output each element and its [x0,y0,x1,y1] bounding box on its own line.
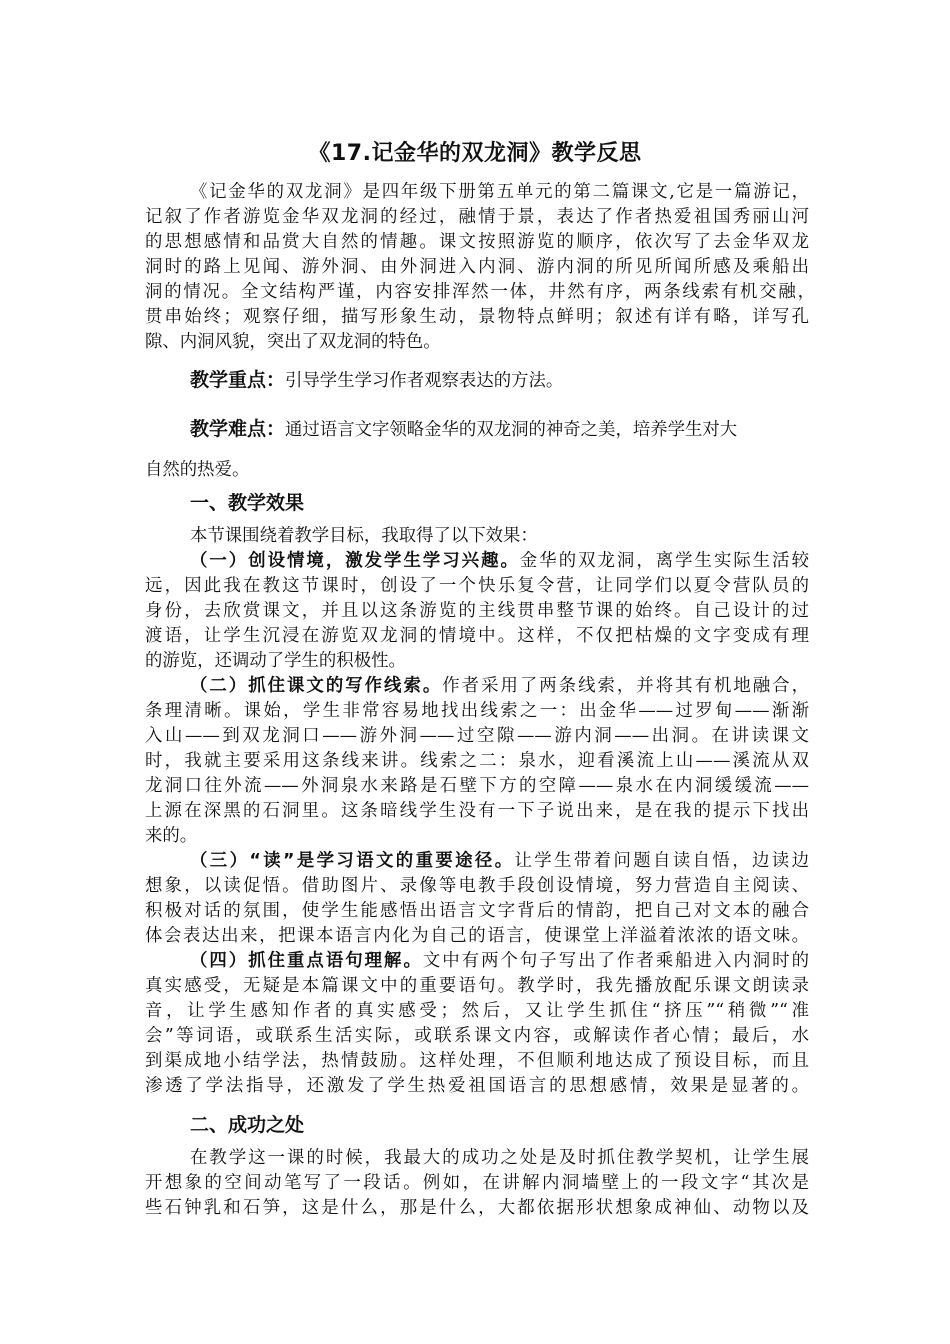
paragraph-line: 体会表达出来，把课本语言内化为自己的语言，使课堂上洋溢着浓浓的语文味。 [145,926,809,946]
paragraph-line: 些石钟乳和石笋，这是什么，那是什么，大都依据形状想象成神仙、动物以及 [145,1198,809,1218]
paragraph-line: 龙洞口往外流——外洞泉水来路是石壁下方的空障——泉水在内洞缓缓流—— [145,776,809,796]
difficulty-text: 通过语言文字领略金华的双龙洞的神奇之美，培养学生对大 [285,420,738,440]
paragraph-line: 在教学这一课的时候，我最大的成功之处是及时抓住教学契机，让学生展 [190,1148,809,1168]
paragraph-line: 时，我就主要采用这条线来讲。线索之二：泉水，迎看溪流上山——溪流从双 [145,751,809,771]
paragraph-line: 入山——到双龙洞口——游外洞——过空隙——游内洞——出洞。在讲读课文 [145,726,809,746]
difficulty [190,414,737,441]
key-point-text: 引导学生学习作者观察表达的方法。 [285,371,564,391]
subheading: （三）“读”是学习语文的重要途径。 [190,851,515,871]
subheading: （四）抓住重点语句理解。 [190,951,423,971]
paragraph-text: 让学生带着问题自读自悟，边读边 [514,851,809,871]
paragraph-line: 的游览，还调动了学生的积极性。 [145,651,406,671]
paragraph-line: 渡语，让学生沉浸在游览双龙洞的情境中。这样，不仅把枯燥的文字变成有理 [145,626,809,646]
page-title: 《17.记金华的双龙洞》教学反思 [308,141,642,166]
paragraph-line [190,849,809,874]
paragraph-text: 金华的双龙洞，离学生实际生活较 [519,551,809,571]
paragraph-line [190,674,809,699]
intro-line: 洞时的路上见闻、游外洞、由外洞进入内洞、游内洞的所见所闻所感及乘船出 [145,257,809,277]
section-heading: 一、教学效果 [190,492,305,514]
key-point-label: 教学重点： [190,369,286,391]
intro-line: 的思想感情和品赏大自然的情趣。课文按照游览的顺序，依次写了去金华双龙 [145,232,809,252]
paragraph-line: 开想象的空间动笔写了一段话。例如，在讲解内洞墙壁上的一段文字“其次是 [145,1173,809,1193]
paragraph-line: 积极对话的氛围，使学生能感悟出语言文字背后的情韵，把自己对文本的融合 [145,901,809,921]
paragraph-line: 到渠成地小结学法，热情鼓励。这样处理，不但顺利地达成了预设目标，而且 [145,1051,809,1071]
difficulty-text-cont: 自然的热爱。 [145,460,250,480]
intro-line: 隙、内洞风貌，突出了双龙洞的特色。 [145,332,441,352]
paragraph-line: 会”等词语，或联系生活实际，或联系课文内容，或解读作者心情；最后，水 [145,1026,809,1046]
section-intro: 本节课围绕着教学目标，我取得了以下效果： [190,526,538,546]
intro-line: 《记金华的双龙洞》是四年级下册第五单元的第二篇课文,它是一篇游记， [190,182,809,202]
paragraph-line [190,549,809,574]
paragraph-line: 条理清晰。课始，学生非常容易地找出线索之一：出金华——过罗甸——渐渐 [145,701,809,721]
paragraph-line: 想象，以读促悟。借助图片、录像等电教手段创设情境，努力营造自主阅读、 [145,876,809,896]
paragraph-text: 作者采用了两条线索，并将其有机地融合， [442,676,809,696]
intro-line: 洞的情况。全文结构严谨，内容安排浑然一体，井然有序，两条线索有机交融， [145,282,815,302]
paragraph-line: 来的。 [145,826,198,846]
paragraph-line: 音，让学生感知作者的真实感受；然后，又让学生抓住“挤压”“稍微”“准 [145,1001,809,1021]
intro-line: 贯串始终；观察仔细，描写形象生动，景物特点鲜明；叙述有详有略，详写孔 [145,307,809,327]
paragraph-line: 渗透了学法指导，还激发了学生热爱祖国语言的思想感情，效果是显著的。 [145,1076,809,1096]
subheading: （一）创设情境，激发学生学习兴趣。 [190,551,520,571]
paragraph-line [190,949,809,974]
key-point [190,365,563,392]
paragraph-line: 身份，去欣赏课文，并且以这条游览的主线贯串整节课的始终。自己设计的过 [145,601,809,621]
paragraph-line: 上源在深黑的石洞里。这条暗线学生没有一下子说出来，是在我的提示下找出 [145,801,809,821]
intro-line: 记叙了作者游览金华双龙洞的经过，融情于景，表达了作者热爱祖国秀丽山河 [145,207,809,227]
difficulty-label: 教学难点： [190,418,286,440]
paragraph-line: 真实感受，无疑是本篇课文中的重要语句。教学时，我先播放配乐课文朗读录 [145,976,809,996]
section-heading: 二、成功之处 [190,1114,305,1136]
subheading: （二）抓住课文的写作线索。 [190,676,443,696]
paragraph-text: 文中有两个句子写出了作者乘船进入内洞时的 [422,951,809,971]
paragraph-line: 远，因此我在教这节课时，创设了一个快乐复令营，让同学们以夏令营队员的 [145,576,809,596]
